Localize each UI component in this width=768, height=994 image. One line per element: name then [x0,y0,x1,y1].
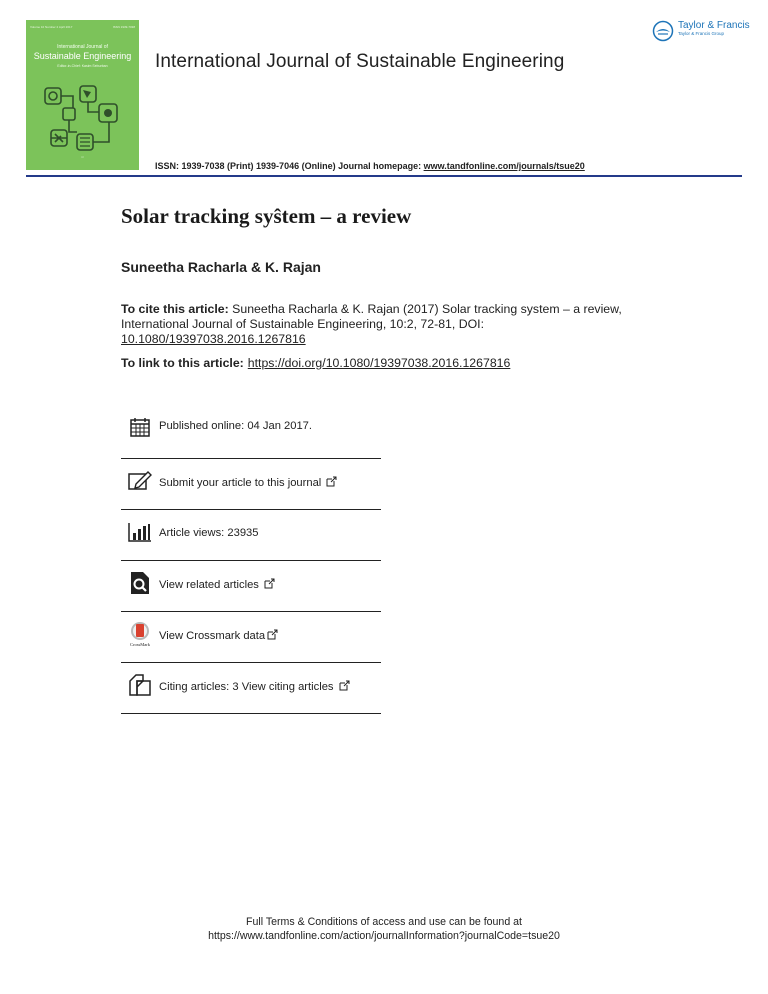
cover-top-line [30,25,135,29]
article-views-row [121,510,381,561]
journal-cover-image [26,20,139,170]
footer-terms-link[interactable]: https://www.tandfonline.com/action/journalInformation?journalCode=tsue20 [208,930,560,942]
article-views-text: Article views: 23935 [159,527,259,539]
crossmark-icon [128,622,152,646]
cover-artwork-icon [43,82,123,162]
published-online-text: Published online: 04 Jan 2017. [159,420,313,432]
citing-articles-link[interactable] [159,680,350,693]
cover-issn: ISSN 1939-7038 [112,25,135,29]
cite-text: Suneetha Racharla & K. Rajan (2017) Solar tracking system – a review, International Journal of Sustainable Engineering, 10:2, 72-81, DOI: [121,302,622,331]
crossmark-link[interactable] [159,629,278,642]
calendar-icon [128,415,152,439]
external-link-icon [339,680,350,691]
article-doi-url-link[interactable]: https://doi.org/10.1080/19397038.2016.1267816 [247,356,511,370]
cite-doi-link[interactable]: 10.1080/19397038.2016.1267816 [121,332,306,346]
article-info-list [121,408,381,714]
taylor-francis-logo-icon [652,20,674,42]
citing-documents-icon [128,673,152,697]
related-articles-link[interactable] [159,578,275,591]
header-divider [26,175,742,177]
related-articles-label: View related articles [159,579,259,591]
publisher-group: Taylor & Francis Group [678,31,725,36]
pencil-edit-icon [128,469,152,493]
link-label: To link to this article: [121,356,244,370]
terms-footer [0,915,768,943]
citing-articles-row[interactable] [121,663,381,714]
publisher-logo[interactable] [652,20,750,42]
cover-volume: Volume 10 Number 2 April 2017 [30,25,73,29]
cite-label: To cite this article: [121,302,229,316]
citation-block [121,302,641,347]
cover-title-line2: Sustainable Engineering [33,51,132,61]
crossmark-label: View Crossmark data [159,630,266,642]
submit-article-link[interactable] [159,476,337,489]
external-link-icon [326,476,337,487]
cover-subtitle: Editor-in-Chief: Kasim Seburban [57,64,108,68]
issn-line [155,161,585,171]
footer-line1: Full Terms & Conditions of access and use can be found at [246,916,522,928]
search-document-icon [128,571,152,595]
published-online-row [121,408,381,459]
publisher-name: Taylor & Francis [678,20,750,31]
journal-title: International Journal of Sustainable Engineering [155,51,565,72]
external-link-icon [264,578,275,589]
related-articles-row[interactable] [121,561,381,612]
crossmark-icon-label: CrossMark [130,642,150,647]
submit-article-row[interactable] [121,459,381,510]
cover-publisher-mark: ⬭ [81,155,84,159]
article-authors: Suneetha Racharla & K. Rajan [121,259,321,275]
citing-articles-label: Citing articles: 3 View citing articles [159,681,334,693]
article-link-line [121,356,510,370]
bar-chart-icon [128,520,152,544]
submit-article-label: Submit your article to this journal [159,477,322,489]
issn-text: ISSN: 1939-7038 (Print) 1939-7046 (Online) Journal homepage: [155,161,424,171]
cover-title-line1: International Journal of [57,44,108,50]
article-title: Solar tracking syŝtem – a review [121,204,412,228]
crossmark-row[interactable] [121,612,381,663]
journal-homepage-link[interactable]: www.tandfonline.com/journals/tsue20 [423,161,585,171]
external-link-icon [267,629,278,640]
